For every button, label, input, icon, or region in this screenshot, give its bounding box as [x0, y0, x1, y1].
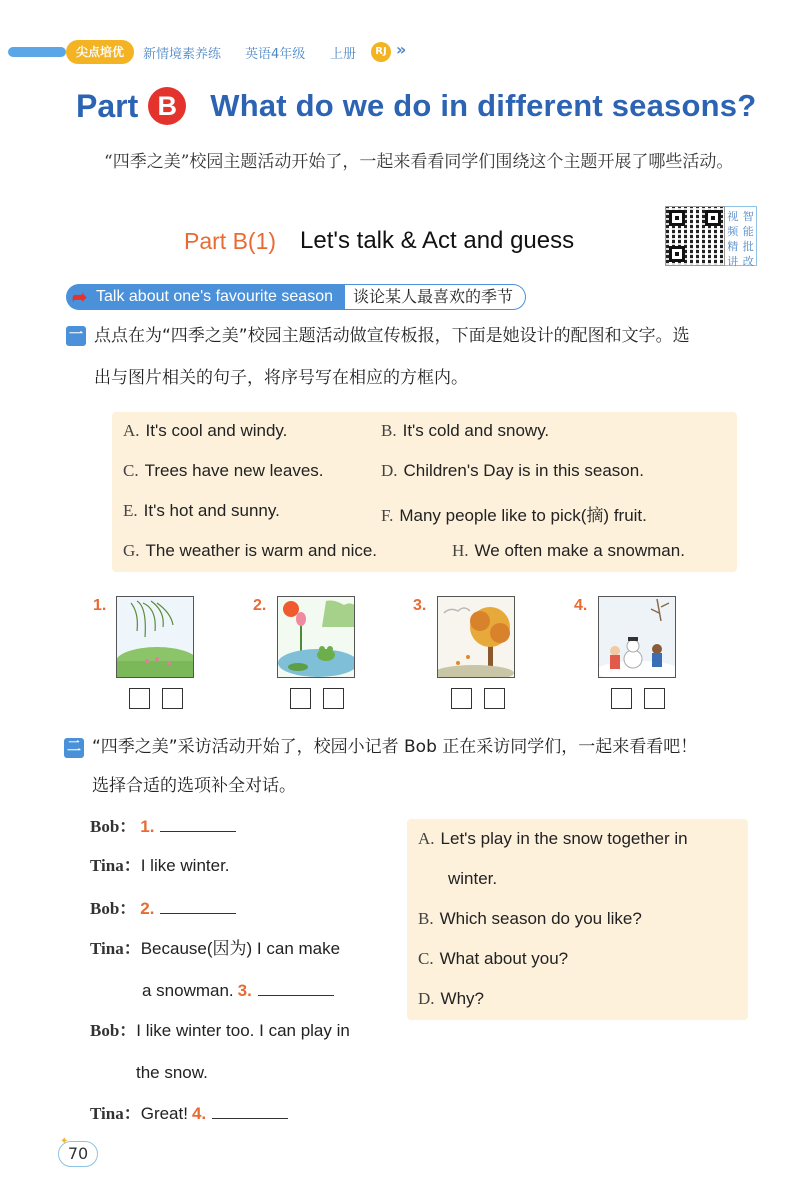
topic-english-text: Talk about one's favourite season [96, 288, 333, 305]
qr-label-char: 批 [742, 240, 754, 253]
answer-box[interactable] [129, 688, 150, 709]
option-h: H. We often make a snowman. [452, 541, 685, 560]
answer-box[interactable] [162, 688, 183, 709]
answer-box[interactable] [290, 688, 311, 709]
autumn-tree-picture [437, 596, 515, 678]
option-g: G. The weather is warm and nice. [123, 541, 378, 560]
qr-label-char: 讲 [727, 255, 739, 268]
topic-banner [66, 284, 526, 310]
dialogue-option-a-cont: winter. [448, 869, 498, 888]
dialogue-line [90, 816, 236, 838]
speaker: Bob： [90, 1021, 137, 1040]
answer-blank[interactable] [258, 980, 334, 996]
part-heading: What do we do in different seasons? [210, 88, 757, 123]
question-1-line-1: 点点在为“四季之美”校园主题活动做宣传板报，下面是她设计的配图和文字。选 [94, 326, 690, 346]
dialogue-line [90, 938, 340, 960]
dialogue-text: I like winter too. I can play in [136, 1021, 350, 1040]
qr-label-char: 能 [742, 225, 754, 238]
series-name: 新情境素养练 [143, 47, 222, 62]
dialogue-text: I like winter. [140, 856, 230, 875]
speaker: Bob： [90, 899, 137, 918]
picture-3-number: 3. [413, 597, 427, 614]
topic-banner-chinese: 谈论某人最喜欢的季节 [345, 284, 526, 310]
answer-box[interactable] [451, 688, 472, 709]
answer-box[interactable] [484, 688, 505, 709]
option-b: B. It's cold and snowy. [381, 421, 550, 440]
question-2-badge: 二 [64, 738, 84, 758]
part-word: Part [76, 87, 139, 124]
speaker: Tina： [90, 856, 141, 875]
dialogue-option-b: B. Which season do you like? [418, 909, 642, 928]
picture-2-number: 2. [253, 597, 267, 614]
qr-label-char: 视 [727, 210, 739, 223]
question-1-badge: 一 [66, 326, 86, 346]
header-strip [0, 40, 800, 64]
subject-label: 英语4年级 [245, 47, 306, 62]
blank-number: 2. [140, 899, 155, 918]
winter-snowman-picture [598, 596, 676, 678]
dialogue-line [136, 1062, 208, 1084]
summer-pond-picture [277, 596, 355, 678]
intro-paragraph: “四季之美”校园主题活动开始了，一起来看看同学们围绕这个主题开展了哪些活动。 [104, 152, 734, 172]
dialogue-option-d: D. Why? [418, 989, 484, 1008]
spring-willow-picture [116, 596, 194, 678]
star-icon: ✦ [60, 1136, 69, 1147]
page-title [76, 86, 756, 126]
dialogue-option-a: A. Let's play in the snow together in [418, 829, 688, 848]
option-d: D. Children's Day is in this season. [381, 461, 644, 480]
blank-number: 1. [140, 817, 155, 836]
speaker: Tina： [90, 939, 141, 958]
answer-blank[interactable] [160, 898, 236, 914]
answer-box[interactable] [611, 688, 632, 709]
dialogue-line [90, 855, 230, 877]
question-2-line-1: “四季之美”采访活动开始了，校园小记者 Bob 正在采访同学们，一起来看看吧！ [92, 737, 698, 757]
section-heading: Let's talk & Act and guess [300, 227, 575, 254]
page-number: 70 [58, 1141, 98, 1167]
dialogue-text: the snow. [136, 1063, 208, 1082]
qr-code-icon[interactable] [665, 206, 725, 266]
dialogue-line [142, 980, 334, 1002]
curved-arrow-icon: ➦ [72, 287, 88, 307]
qr-label-char: 智 [742, 210, 754, 223]
header-bar [8, 47, 66, 57]
option-a: A. It's cool and windy. [123, 421, 288, 440]
section-part: Part B(1) [184, 227, 277, 254]
picture-1-number: 1. [93, 597, 107, 614]
series-badge: 尖点培优 [66, 40, 134, 64]
answer-blank[interactable] [212, 1103, 288, 1119]
option-e: E. It's hot and sunny. [123, 501, 280, 520]
question-1-line-2: 出与图片相关的句子，将序号写在相应的方框内。 [94, 368, 468, 388]
option-c: C. Trees have new leaves. [123, 461, 324, 480]
option-f: F. Many people like to pick(摘) fruit. [381, 506, 647, 525]
dialogue-text: a snowman. [142, 981, 234, 1000]
qr-label-char: 精 [727, 240, 739, 253]
part-letter-badge: B [148, 87, 186, 125]
blank-number: 4. [191, 1104, 207, 1123]
dialogue-line [90, 898, 236, 920]
edition-badge: RJ [371, 42, 391, 62]
dialogue-text: Because(因为) I can make [140, 939, 341, 958]
dialogue-text: Great! [140, 1104, 188, 1123]
answer-box[interactable] [644, 688, 665, 709]
picture-4-number: 4. [574, 597, 588, 614]
volume-label: 上册 [330, 47, 357, 62]
qr-label-char: 改 [742, 255, 754, 268]
answer-box[interactable] [323, 688, 344, 709]
speaker: Bob： [90, 817, 137, 836]
speaker: Tina： [90, 1104, 141, 1123]
dialogue-line [90, 1103, 288, 1125]
blank-number: 3. [237, 981, 252, 1000]
section-subtitle [184, 226, 574, 256]
topic-banner-english [66, 284, 345, 310]
answer-blank[interactable] [160, 816, 236, 832]
dialogue-option-c: C. What about you? [418, 949, 569, 968]
dialogue-line [90, 1020, 350, 1042]
qr-label-char: 频 [727, 225, 739, 238]
double-chevron-right-icon: » [396, 40, 407, 59]
question-2-line-2: 选择合适的选项补全对话。 [92, 776, 296, 796]
qr-label [725, 206, 757, 266]
